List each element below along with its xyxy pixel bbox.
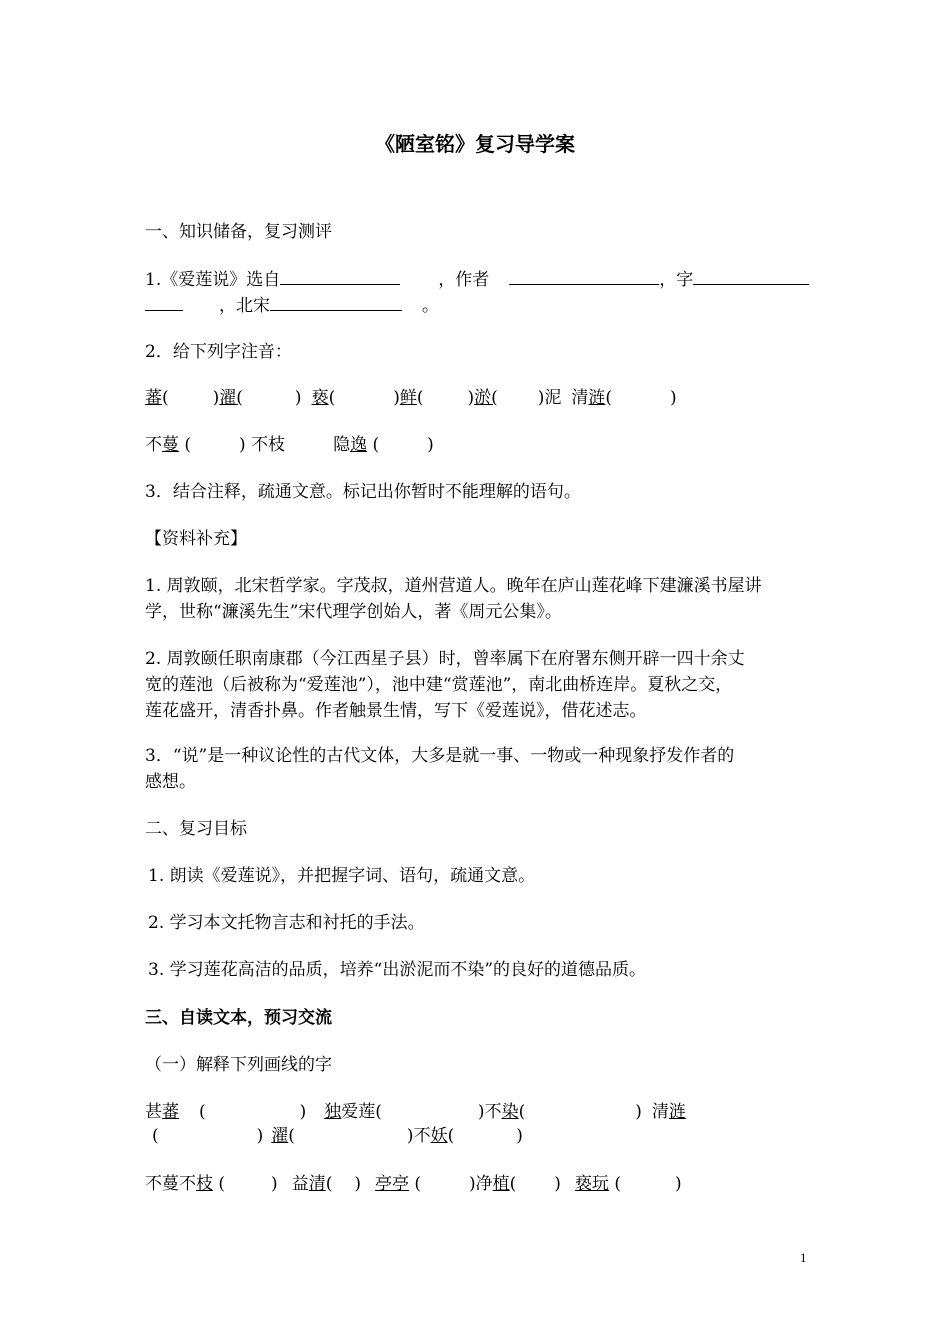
answer-blank[interactable] — [280, 268, 400, 285]
supplement-p3-line2: 感想。 — [145, 772, 196, 792]
plain-char: 不 — [413, 1126, 431, 1146]
target-char: 独 — [324, 1102, 342, 1122]
supplement-heading: 【资料补充】 — [145, 529, 247, 549]
target-char: 濯 — [271, 1126, 289, 1146]
plain-char: 益 — [291, 1174, 309, 1194]
plain-char: 不蔓不 — [145, 1174, 196, 1194]
plain-char: 清 — [571, 388, 589, 408]
plain-char: 不枝 — [251, 435, 286, 455]
target-char: 植 — [492, 1174, 510, 1194]
plain-char: 甚 — [145, 1102, 162, 1122]
plain-char: 隐 — [333, 435, 351, 455]
target-char: 清 — [308, 1174, 326, 1194]
plain-char: 净 — [475, 1174, 493, 1194]
section-3-heading: 三、自读文本，预习交流 — [145, 1008, 332, 1028]
section-1-heading: 一、知识储备，复习测评 — [145, 222, 332, 242]
question-1-line-2 — [145, 294, 439, 317]
plain-char: 爱莲 — [341, 1102, 376, 1122]
q1-text-b: ，作者 — [438, 270, 490, 290]
target-char: 亵 — [311, 388, 329, 408]
target-char: 涟 — [668, 1102, 686, 1122]
plain-char: 泥 — [544, 388, 562, 408]
target-char: 涟 — [588, 388, 606, 408]
target-char: 亵玩 — [574, 1174, 609, 1194]
target-char: 濯 — [219, 388, 237, 408]
target-char: 蕃 — [145, 388, 162, 408]
q1-text-e: 。 — [422, 296, 439, 316]
q1-text-c: ，字 — [659, 270, 694, 290]
answer-blank[interactable] — [693, 268, 809, 285]
supplement-p1-line2: 学，世称“濂溪先生”宋代理学创始人，著《周元公集》。 — [145, 602, 562, 622]
target-char: 淤 — [474, 388, 492, 408]
q1-text-d: ，北宋 — [219, 296, 270, 316]
supplement-p1-line1: 1. 周敦颐，北宋哲学家。字茂叔，道州营道人。晚年在庐山莲花峰下建濂溪书屋讲 — [145, 576, 762, 596]
supplement-p2-line3: 莲花盛开，清香扑鼻。作者触景生情，写下《爱莲说》，借花述志。 — [145, 701, 647, 721]
page-title: 《陋室铭》复习导学案 — [375, 132, 575, 156]
target-char: 鲜 — [399, 388, 417, 408]
goal-3: 3. 学习莲花高洁的品质，培养“出淤泥而不染”的良好的道德品质。 — [148, 960, 647, 980]
answer-blank[interactable] — [509, 268, 659, 285]
question-2: 2．给下列字注音： — [145, 342, 292, 362]
supplement-p3-line1: 3．“说”是一种议论性的古代文体，大多是就一事、一物或一种现象抒发作者的 — [145, 746, 735, 766]
page-number: 1 — [800, 1250, 807, 1265]
target-char: 蔓 — [162, 435, 179, 455]
question-3: 3．结合注释，疏通文意。标记出你暂时不能理解的语句。 — [145, 482, 581, 502]
define-row-2: ( ) 濯( )不妖( ) — [152, 1126, 523, 1146]
q1-text-a: 1.《爱莲说》选自 — [145, 270, 281, 290]
plain-char: 不 — [145, 435, 162, 455]
plain-char: 清 — [651, 1102, 669, 1122]
target-char: 亭亭 — [374, 1174, 409, 1194]
goal-1: 1. 朗读《爱莲说》，并把握字词、语句，疏通文意。 — [148, 866, 536, 886]
section-2-heading: 二、复习目标 — [145, 819, 247, 839]
goal-2: 2. 学习本文托物言志和衬托的手法。 — [148, 913, 425, 933]
answer-blank[interactable] — [145, 294, 183, 311]
answer-blank[interactable] — [270, 294, 402, 311]
target-char: 逸 — [350, 435, 368, 455]
section-3-subheading: （一）解释下列画线的字 — [145, 1055, 332, 1075]
supplement-p2-line2: 宽的莲池（后被称为“爱莲池”），池中建“赏莲池”，南北曲桥连岸。夏秋之交， — [145, 675, 733, 695]
target-char: 染 — [501, 1102, 519, 1122]
plain-char: 不 — [484, 1102, 502, 1122]
pinyin-row-1: 蕃( )濯( ) 亵( )鲜( )淤( )泥 清涟( ) — [145, 388, 677, 408]
define-row-3: 不蔓不枝 ( ) 益清( ) 亭亭 ( )净植( ) 亵玩 ( ) — [145, 1174, 682, 1194]
supplement-p2-line1: 2. 周敦颐任职南康郡（今江西星子县）时，曾率属下在府署东侧开辟一四十余丈 — [145, 649, 745, 669]
define-row-1: 甚蕃 ( ) 独爱莲( )不染( ) 清涟 — [145, 1102, 686, 1122]
target-char: 枝 — [196, 1174, 213, 1194]
pinyin-row-2: 不蔓 ( ) 不枝 隐逸 ( ) — [145, 435, 434, 455]
target-char: 蕃 — [162, 1102, 179, 1122]
target-char: 妖 — [430, 1126, 448, 1146]
question-1-line-1 — [145, 268, 809, 291]
